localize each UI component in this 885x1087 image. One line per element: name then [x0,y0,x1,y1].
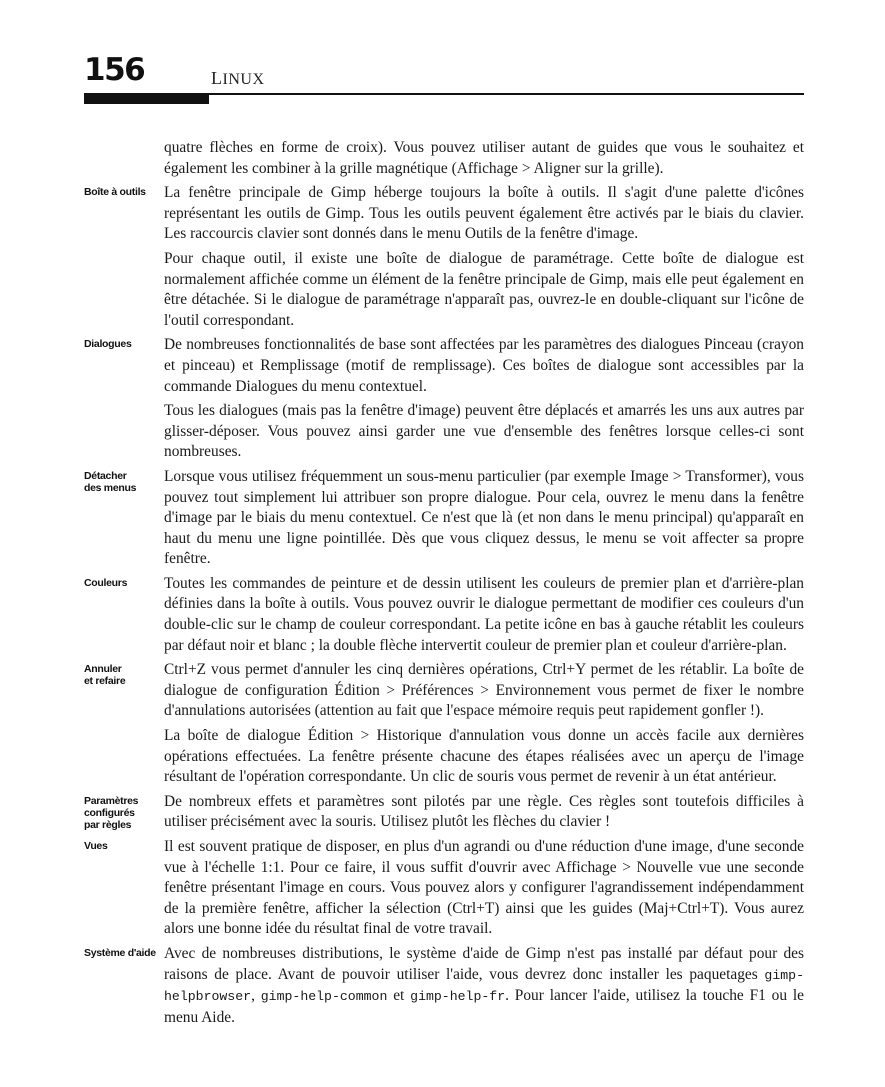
package-name: gimp-help-common [260,989,388,1005]
paragraph: De nombreux effets et paramètres sont pilotés par une règle. Ces règles sont toutefois difficiles à utiliser précisément avec la souris. Utilisez plutôt les flèches du clavier ! [164,792,804,831]
section-parametres-regles [0,792,885,833]
sidenote-label: Boîte à outils [84,186,146,199]
section-systeme-aide [0,944,885,1028]
running-head-initial: L [211,68,223,88]
sidenote-label: Vues [84,840,108,852]
paragraph: Ctrl+Z vous permet d'annuler les cinq dernières opérations, Ctrl+Y permet de les rétablir. La boîte de dialogue de configuration Édition > Préférences > Environnement vous permet de fixer le nombre d'annulations autorisées (attention au fait que l'espace mémoire requis peut rapidement gonfler !). [164,661,804,720]
sidenote-line: et refaire [84,675,126,688]
sidenote-line: Détacher [84,469,127,482]
sidenote-line: Annuler [84,663,122,676]
package-name: gimp-help-fr [410,989,506,1005]
sidenote-label: Dialogues [84,338,132,351]
sidenote-line: configurés [84,806,135,819]
paragraph: Il est souvent pratique de disposer, en plus d'un agrandi ou d'une réduction d'une image, d'une seconde vue à l'échelle 1:1. Pour ce faire, il vous suffit d'ouvrir avec Affichage > Nouvelle vue une seconde fenêtre présentant l'image en cours. Vous pouvez alors y configurer l'agrandissement indépendamment de la première fenêtre, afficher la sélection (Ctrl+T) ainsi que les guides (Maj+Ctrl+T). Vous aurez alors une bonne idée du résultat final de votre travail. [164,838,804,938]
paragraph-text: . Pour lancer l'aide, utilisez la touche F1 ou le menu Aide. [164,987,804,1026]
sidenote-line: des menus [84,481,137,494]
sidenote-label [84,663,164,687]
section-vues [0,837,885,940]
paragraph: Pour chaque outil, il existe une boîte de dialogue de paramétrage. Cette boîte de dialogue est normalement affichée comme un élément de la fenêtre principale de Gimp, mais elle peut également en être détachée. Si le dialogue de paramétrage n'apparaît pas, ouvrez-le en double-cliquant sur l'icône de l'outil correspondant. [164,249,804,329]
section-detacher-menus [0,467,885,570]
running-head [211,68,265,89]
paragraph-text: , [251,987,261,1005]
paragraph: De nombreuses fonctionnalités de base sont affectées par les paramètres des dialogues Pinceau (crayon et pinceau) et Remplissage (motif de remplissage). Ces boîtes de dialogue sont accessibles par la commande Dialogues du menu contextuel. [164,336,804,395]
section-annuler-refaire [0,660,885,788]
paragraph: Tous les dialogues (mais pas la fenêtre d'image) peuvent être déplacés et amarrés les uns aux autres par glisser-déposer. Vous pouvez ainsi garder une vue d'ensemble des fenêtres lorsque celles-ci sont nombreuses. [164,402,804,461]
page-number: 156 [84,52,145,88]
section-boite-a-outils [0,183,885,331]
sidenote-label: Système d'aide [84,946,156,959]
running-head-rest: INUX [222,71,265,88]
header-rule-accent [84,95,209,104]
section-continuation [0,138,885,179]
section-couleurs [0,574,885,656]
package-name: gimp-helpbrowser [164,967,804,1005]
sidenote-label: Couleurs [84,576,128,589]
paragraph: Lorsque vous utilisez fréquemment un sous-menu particulier (par exemple Image > Transformer), vous pouvez tout simplement lui attribuer son propre dialogue. Pour cela, ouvrez le menu dans la fenêtre d'image par le biais du menu contextuel. Ce n'est que là (et non dans le menu principal) qu'apparaît en haut du menu une ligne pointillée. Dès que vous cliquez dessus, le menu se voit affecter sa propre fenêtre. [164,467,804,568]
paragraph: La fenêtre principale de Gimp héberge toujours la boîte à outils. Il s'agit d'une palette d'icônes représentant les outils de Gimp. Tous les outils peuvent également être activés par le biais du clavier. Les raccourcis clavier sont donnés dans le menu Outils de la fenêtre d'image. [164,184,804,243]
section-dialogues [0,335,885,463]
page-header [0,0,885,110]
sidenote-line: par règles [84,818,132,831]
sidenote-label [84,795,164,831]
paragraph-text: Avec de nombreuses distributions, le système d'aide de Gimp n'est pas installé par défaut pour des raisons de place. Avant de pouvoir utiliser l'aide, vous devrez donc installer les paquetages [164,944,804,983]
paragraph [164,944,804,1028]
paragraph: Toutes les commandes de peinture et de dessin utilisent les couleurs de premier plan et d'arrière-plan définies dans la boîte à outils. Vous pouvez ouvrir le dialogue permettant de modifier ces couleurs d'un double-clic sur le champ de couleur correspondant. La petite icône en bas à gauche rétablit les couleurs par défaut noir et blanc ; la double flèche intervertit couleur de premier plan et couleur d'arrière-plan. [164,574,804,654]
sidenote-line: Paramètres [84,794,139,807]
paragraph: La boîte de dialogue Édition > Historique d'annulation vous donne un accès facile aux dernières opérations effectuées. La fenêtre présente chacune des étapes réalisées avec un aperçu de l'image résultant de l'opération correspondante. Un clic de souris vous permet de revenir à un état antérieur. [164,727,804,786]
paragraph-text: et [387,987,411,1005]
page-body [0,138,885,1032]
paragraph: quatre flèches en forme de croix). Vous pouvez utiliser autant de guides que vous le souhaitez et également les combiner à la grille magnétique (Affichage > Aligner sur la grille). [164,139,804,177]
sidenote-label [84,470,164,494]
